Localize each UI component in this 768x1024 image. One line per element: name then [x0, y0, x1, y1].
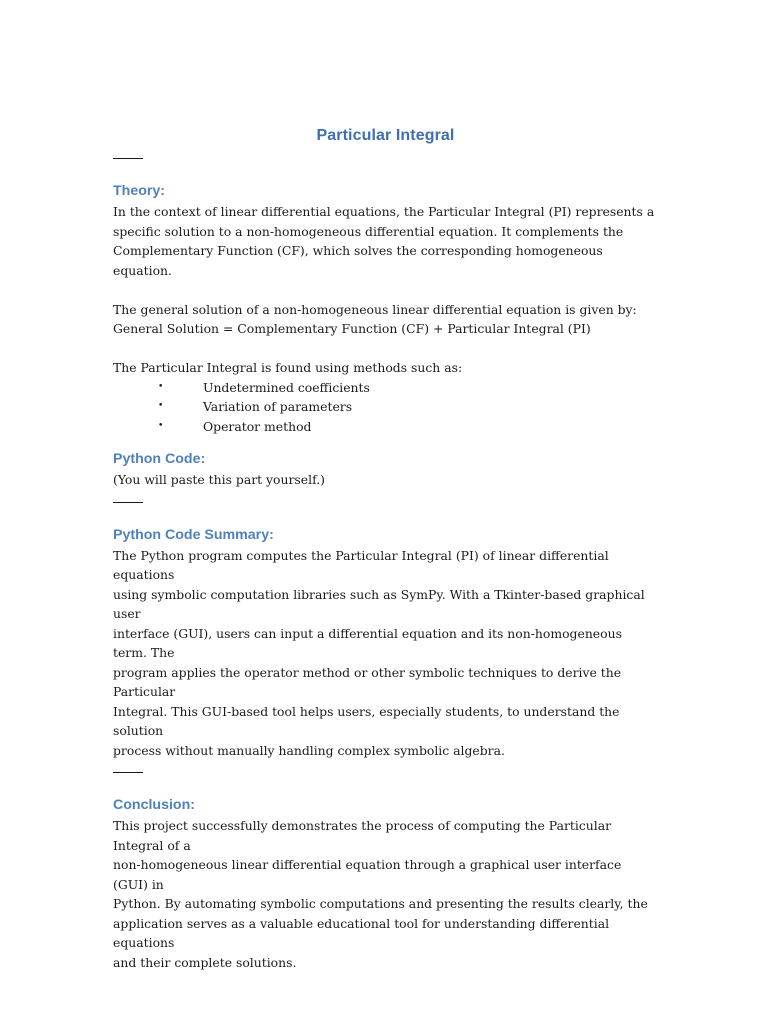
text-line: General Solution = Complementary Function (CF) + Particular Integral (PI) — [113, 321, 591, 336]
python-code-heading: Python Code: — [113, 451, 206, 467]
text-line: program applies the operator method or other symbolic techniques to derive the Particular — [113, 664, 622, 699]
summary-heading: Python Code Summary: — [113, 526, 274, 543]
python-code-placeholder-text: (You will paste this part yourself.) — [113, 472, 325, 487]
document-title: Particular Integral — [316, 127, 455, 144]
list-item-label: Variation of parameters — [203, 399, 353, 414]
bullet-icon: • — [158, 420, 164, 431]
bullet-icon: • — [158, 401, 164, 411]
text-line: using symbolic computation libraries such as SymPy. With a Tkinter-based graphical user — [113, 586, 645, 621]
methods-intro: The Particular Integral is found using methods such as: — [113, 360, 463, 375]
text-line: specific solution to a non-homogeneous differential equation. It complements the — [113, 223, 624, 239]
theory-heading: Theory: — [113, 183, 166, 199]
text-line: process without manually handling complex symbolic algebra. — [113, 742, 505, 758]
text-line: application serves as a valuable educational tool for understanding differential equations — [113, 915, 610, 950]
text-line: The general solution of a non-homogeneous linear differential equation is given by: — [113, 301, 637, 317]
list-item — [113, 378, 658, 398]
text-line: This project successfully demonstrates the process of computing the Particular Integral of a — [113, 818, 612, 853]
list-item-label: Operator method — [203, 418, 312, 434]
text-line: Python. By automating symbolic computations and presenting the results clearly, the — [113, 896, 648, 911]
text-line: Integral. This GUI-based tool helps users, especially students, to understand the solution — [113, 703, 620, 738]
text-line: Complementary Function (CF), which solves the corresponding homogeneous equation. — [113, 243, 603, 278]
text-line: non-homogeneous linear differential equation through a graphical user interface (GUI) in — [113, 857, 622, 892]
conclusion-heading: Conclusion: — [113, 797, 195, 813]
conclusion-paragraph — [113, 816, 658, 972]
summary-paragraph — [113, 546, 658, 761]
list-item-label: Undetermined coefficients — [203, 379, 370, 395]
document-content — [113, 124, 658, 972]
text-line: In the context of linear differential equations, the Particular Integral (PI) represents a — [113, 204, 655, 219]
list-item — [113, 417, 658, 437]
theory-paragraph-2 — [113, 300, 658, 339]
text-line: interface (GUI), users can input a differential equation and its non-homogeneous term. The — [113, 625, 622, 660]
methods-list — [113, 378, 658, 437]
text-line: and their complete solutions. — [113, 954, 297, 970]
theory-paragraph-1 — [113, 202, 658, 280]
bullet-icon: • — [158, 381, 164, 392]
text-line: The Python program computes the Particular Integral (PI) of linear differential equations — [113, 547, 609, 582]
list-item — [113, 397, 658, 417]
